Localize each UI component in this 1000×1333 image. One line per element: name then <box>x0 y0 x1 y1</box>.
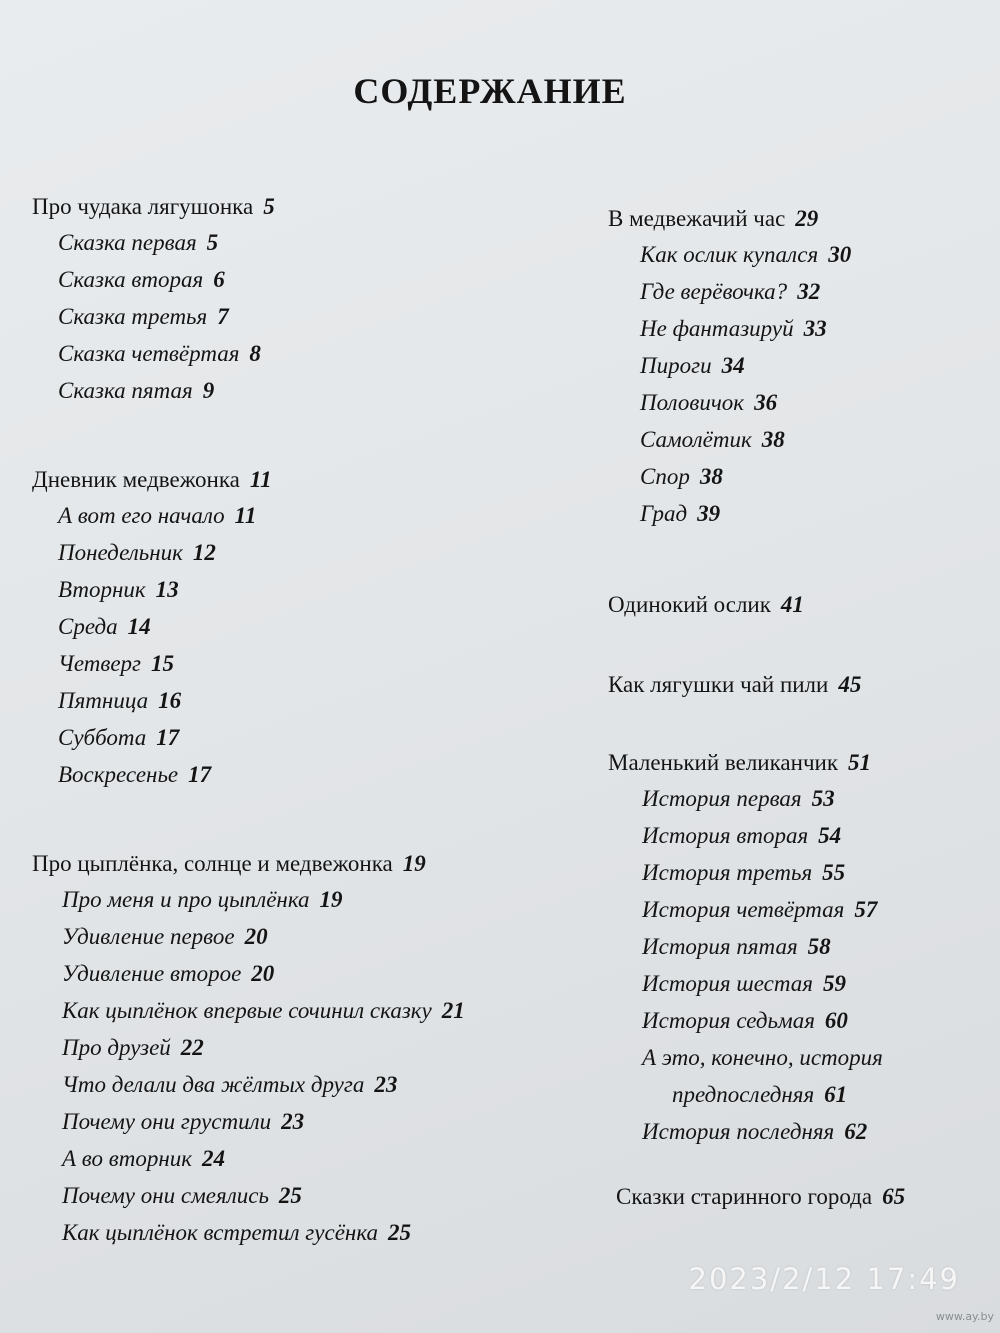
toc-page-number: 62 <box>844 1119 868 1144</box>
toc-item-title: Самолётик <box>640 427 752 452</box>
toc-item-title: Где верёвочка? <box>640 279 788 304</box>
toc-item-list <box>608 780 988 1150</box>
toc-item-title: Не фантазируй <box>640 316 794 341</box>
toc-page-number: 12 <box>192 540 216 565</box>
toc-item <box>58 224 552 261</box>
toc-page-number: 23 <box>281 1109 305 1134</box>
toc-page-number: 11 <box>249 467 272 492</box>
toc-page-number: 25 <box>388 1220 412 1245</box>
toc-page-number: 55 <box>822 860 846 885</box>
toc-section <box>32 190 552 409</box>
toc-item <box>58 372 552 409</box>
toc-item-title: Сказка четвёртая <box>58 341 240 366</box>
toc-item <box>58 298 552 335</box>
toc-page-number: 29 <box>795 206 819 231</box>
toc-section-title: Одинокий ослик <box>608 592 771 617</box>
toc-item-list <box>32 224 552 409</box>
toc-item-title-continuation: предпоследняя <box>672 1082 815 1107</box>
toc-right-column <box>608 202 988 1214</box>
toc-page-number: 16 <box>158 688 182 713</box>
toc-item-title: История шестая <box>642 971 813 996</box>
toc-section-title: Про цыплёнка, солнце и медвежонка <box>32 851 393 876</box>
toc-page-number: 21 <box>441 998 465 1023</box>
toc-item-title: Сказка вторая <box>58 267 204 292</box>
toc-item-title: Сказка пятая <box>58 378 193 403</box>
toc-section-heading <box>616 1180 988 1214</box>
toc-section-heading <box>608 746 988 780</box>
toc-page-number: 22 <box>180 1035 204 1060</box>
toc-item <box>58 335 552 372</box>
toc-item <box>62 1140 552 1177</box>
toc-page-number: 19 <box>402 851 426 876</box>
toc-page-number: 7 <box>217 304 229 329</box>
toc-item-title: Половичок <box>640 390 745 415</box>
toc-section-title: Дневник медвежонка <box>32 467 240 492</box>
toc-page-number: 19 <box>319 887 343 912</box>
toc-item-title: Град <box>640 501 688 526</box>
toc-item-title: Воскресенье <box>58 762 179 787</box>
toc-item <box>58 261 552 298</box>
toc-item-title: Спор <box>640 464 690 489</box>
toc-page-number: 13 <box>155 577 179 602</box>
toc-section-heading <box>32 463 552 497</box>
toc-page-number: 17 <box>156 725 180 750</box>
toc-item <box>58 571 552 608</box>
toc-item-title: Сказка первая <box>58 230 197 255</box>
toc-page-number: 11 <box>234 503 257 528</box>
toc-item <box>62 1066 552 1103</box>
toc-item-title: История последняя <box>642 1119 835 1144</box>
toc-item <box>62 881 552 918</box>
toc-item-title: Почему они грустили <box>62 1109 272 1134</box>
toc-item <box>642 780 988 817</box>
toc-page-number: 32 <box>797 279 821 304</box>
toc-item <box>58 756 552 793</box>
toc-page-number: 60 <box>824 1008 848 1033</box>
toc-item <box>642 817 988 854</box>
toc-item-title: Про друзей <box>62 1035 171 1060</box>
toc-item <box>62 1103 552 1140</box>
toc-item-title: Суббота <box>58 725 147 750</box>
toc-item <box>640 495 988 532</box>
toc-item-title: Про меня и про цыплёнка <box>62 887 310 912</box>
toc-item-list <box>32 497 552 793</box>
toc-item <box>58 719 552 756</box>
toc-page-number: 58 <box>807 934 831 959</box>
toc-item-title: История седьмая <box>642 1008 815 1033</box>
toc-item <box>58 608 552 645</box>
photo-timestamp: 2023/2/12 17:49 <box>688 1262 960 1296</box>
toc-page-number: 30 <box>828 242 852 267</box>
toc-page-number: 39 <box>697 501 721 526</box>
toc-item-list <box>32 881 552 1251</box>
toc-item <box>642 965 988 1002</box>
toc-left-column <box>32 190 552 1251</box>
toc-item-title: Удивление первое <box>62 924 235 949</box>
toc-item <box>640 384 988 421</box>
site-watermark: www.ay.by <box>935 1310 994 1323</box>
toc-section <box>608 588 988 622</box>
toc-item-title: Как цыплёнок встретил гусёнка <box>62 1220 379 1245</box>
toc-section-heading <box>608 668 988 702</box>
toc-section <box>608 668 988 702</box>
toc-item-title: Удивление второе <box>62 961 242 986</box>
toc-item-title: Что делали два жёлтых друга <box>62 1072 365 1097</box>
toc-page-number: 5 <box>263 194 275 219</box>
toc-item-title: История вторая <box>642 823 809 848</box>
toc-item <box>642 1002 988 1039</box>
toc-item <box>640 310 988 347</box>
toc-item-title: История третья <box>642 860 813 885</box>
toc-item <box>640 421 988 458</box>
toc-section <box>32 847 552 1251</box>
toc-section-heading <box>32 190 552 224</box>
toc-page-number: 36 <box>754 390 778 415</box>
toc-item <box>642 891 988 928</box>
toc-item-title: Пироги <box>640 353 712 378</box>
toc-item <box>642 854 988 891</box>
toc-section <box>608 202 988 532</box>
toc-page-number: 38 <box>699 464 723 489</box>
toc-page-number: 5 <box>206 230 219 255</box>
toc-item-title: История первая <box>642 786 802 811</box>
toc-page-number: 54 <box>818 823 842 848</box>
toc-item-title: Четверг <box>58 651 142 676</box>
toc-page-number: 20 <box>251 961 275 986</box>
toc-item-title: А это, конечно, история <box>642 1045 883 1070</box>
toc-page-number: 6 <box>213 267 225 292</box>
toc-item-title: Пятница <box>58 688 149 713</box>
toc-item <box>640 458 988 495</box>
toc-item <box>58 682 552 719</box>
toc-page-number: 61 <box>824 1082 848 1107</box>
toc-item-list <box>608 236 988 532</box>
toc-section-heading <box>608 202 988 236</box>
toc-item <box>642 928 988 965</box>
toc-item <box>58 645 552 682</box>
toc-item <box>62 1029 552 1066</box>
toc-section-title: Про чудака лягушонка <box>32 194 254 219</box>
toc-item-title: История пятая <box>642 934 798 959</box>
toc-page-number: 9 <box>202 378 215 403</box>
toc-item <box>640 347 988 384</box>
toc-item <box>62 992 552 1029</box>
toc-page-number: 33 <box>803 316 827 341</box>
toc-item <box>58 497 552 534</box>
toc-section <box>32 463 552 793</box>
toc-page-number: 51 <box>848 750 871 775</box>
toc-page-number: 23 <box>374 1072 398 1097</box>
toc-item <box>58 534 552 571</box>
toc-page-number: 20 <box>244 924 268 949</box>
toc-page-number: 8 <box>249 341 261 366</box>
toc-item <box>640 273 988 310</box>
toc-item-title: А во вторник <box>62 1146 192 1171</box>
toc-section-heading <box>608 588 988 622</box>
toc-item-title: История четвёртая <box>642 897 845 922</box>
toc-item <box>62 918 552 955</box>
toc-item-title: Понедельник <box>58 540 183 565</box>
toc-item <box>62 955 552 992</box>
toc-page-number: 65 <box>882 1184 906 1209</box>
toc-section <box>616 1180 988 1214</box>
toc-item-title: Сказка третья <box>58 304 208 329</box>
toc-page-number: 25 <box>278 1183 302 1208</box>
toc-page-number: 59 <box>822 971 846 996</box>
toc-item-title: Как цыплёнок впервые сочинил сказку <box>62 998 432 1023</box>
toc-item <box>642 1039 988 1113</box>
toc-item-title: Вторник <box>58 577 146 602</box>
toc-section-title: В медвежачий час <box>608 206 786 231</box>
toc-page-number: 53 <box>811 786 835 811</box>
toc-item-title: Как ослик купался <box>640 242 819 267</box>
toc-section-title: Как лягушки чай пили <box>608 672 829 697</box>
toc-page-number: 41 <box>780 592 804 617</box>
toc-item-title: Почему они смеялись <box>62 1183 269 1208</box>
toc-page-number: 38 <box>761 427 785 452</box>
page-title: СОДЕРЖАНИЕ <box>353 71 627 111</box>
toc-item <box>642 1113 988 1150</box>
toc-item-title: Среда <box>58 614 118 639</box>
toc-page-number: 34 <box>721 353 745 378</box>
toc-page-number: 24 <box>202 1146 225 1171</box>
toc-page-number: 57 <box>854 897 878 922</box>
toc-item-title: А вот его начало <box>58 503 225 528</box>
toc-page-number: 14 <box>127 614 151 639</box>
toc-page-number: 17 <box>188 762 212 787</box>
toc-item <box>640 236 988 273</box>
toc-item <box>62 1214 552 1251</box>
toc-page-number: 45 <box>838 672 862 697</box>
toc-section <box>608 746 988 1150</box>
toc-section-title: Маленький великанчик <box>608 750 838 775</box>
toc-section-title: Сказки старинного города <box>616 1184 873 1209</box>
toc-item <box>62 1177 552 1214</box>
toc-section-heading <box>32 847 552 881</box>
toc-page-number: 15 <box>151 651 175 676</box>
